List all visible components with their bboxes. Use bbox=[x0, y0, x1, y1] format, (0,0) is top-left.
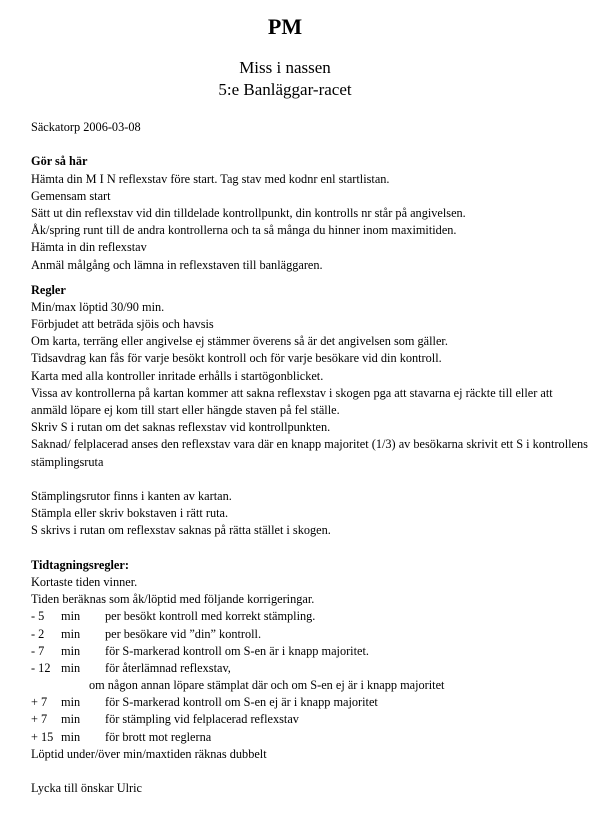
rule-line: Skriv S i rutan om det saknas reflexstav vid kontrollpunkten. bbox=[31, 420, 331, 435]
timing-text: för S-markerad kontroll om S-en ej är i knapp majoritet bbox=[105, 695, 378, 710]
instruction-line: Hämta in din reflexstav bbox=[31, 240, 147, 255]
timing-row bbox=[31, 626, 591, 643]
document-subtitle-2: 5:e Banläggar-racet bbox=[218, 80, 352, 99]
timing-row bbox=[31, 643, 591, 660]
document-subtitle-1: Miss i nassen bbox=[239, 58, 331, 77]
rule-line: Om karta, terräng eller angivelse ej stämmer överens så är det angivelsen som gäller. bbox=[31, 334, 448, 349]
closing-line: Lycka till önskar Ulric bbox=[31, 781, 142, 796]
timing-text: per besökare vid ”din” kontroll. bbox=[105, 626, 262, 641]
timing-amount: + 7 bbox=[31, 712, 48, 727]
rule-line: Förbjudet att beträda sjöis och havsis bbox=[31, 317, 214, 332]
place-date: Säckatorp 2006-03-08 bbox=[31, 120, 141, 134]
timing-amount: - 5 bbox=[31, 609, 45, 624]
section-heading-rules: Regler bbox=[31, 282, 66, 297]
section-heading-timing: Tidtagningsregler: bbox=[31, 557, 129, 572]
timing-amount: + 15 bbox=[31, 729, 54, 744]
timing-row bbox=[31, 729, 591, 746]
rule-line: Stämpla eller skriv bokstaven i rätt ruta. bbox=[31, 506, 229, 521]
timing-amount: - 2 bbox=[31, 626, 45, 641]
timing-unit: min bbox=[61, 609, 81, 624]
rule-line: Min/max löptid 30/90 min. bbox=[31, 299, 165, 314]
timing-text: för S-markerad kontroll om S-en är i knapp majoritet. bbox=[105, 643, 369, 658]
timing-line: Tiden beräknas som åk/löptid med följande korrigeringar. bbox=[31, 592, 315, 607]
rule-line: Tidsavdrag kan fås för varje besökt kontroll och för varje besökare vid din kontroll. bbox=[31, 351, 442, 366]
document-body bbox=[31, 119, 591, 797]
timing-amount: + 7 bbox=[31, 695, 48, 710]
timing-unit: min bbox=[61, 660, 81, 675]
instruction-line: Åk/spring runt till de andra kontrollerna och ta så många du hinner inom maximitiden. bbox=[31, 223, 457, 238]
timing-unit: min bbox=[61, 626, 81, 641]
rule-line: Saknad/ felplacerad anses den reflexstav vara där en knapp majoritet (1/3) av besökarna skrivit ett S i kontrollens stämplingsruta bbox=[31, 437, 588, 469]
timing-unit: min bbox=[61, 729, 81, 744]
timing-text: för stämpling vid felplacerad reflexstav bbox=[105, 712, 299, 727]
timing-text: per besökt kontroll med korrekt stämpling. bbox=[105, 609, 316, 624]
instruction-line: Hämta din M I N reflexstav före start. Tag stav med kodnr enl startlistan. bbox=[31, 171, 390, 186]
timing-row bbox=[31, 711, 591, 728]
timing-row bbox=[31, 608, 591, 625]
timing-text: för brott mot reglerna bbox=[105, 729, 212, 744]
timing-text: för återlämnad reflexstav, bbox=[105, 660, 231, 675]
document-title: PM bbox=[267, 14, 303, 39]
rule-line: S skrivs i rutan om reflexstav saknas på rätta stället i skogen. bbox=[31, 523, 331, 538]
rule-line: Vissa av kontrollerna på kartan kommer att sakna reflexstav i skogen pga att stavarna ej räckte till eller att anmäld löpare ej kom till start eller hängde staven på fel ställe. bbox=[31, 385, 553, 418]
timing-unit: min bbox=[61, 643, 81, 658]
timing-continuation: om någon annan löpare stämplat där och om S-en ej är i knapp majoritet bbox=[89, 678, 445, 693]
timing-amount: - 12 bbox=[31, 660, 51, 675]
timing-line: Löptid under/över min/maxtiden räknas dubbelt bbox=[31, 746, 267, 761]
timing-unit: min bbox=[61, 695, 81, 710]
timing-line: Kortaste tiden vinner. bbox=[31, 574, 138, 589]
rule-line: Stämplingsrutor finns i kanten av kartan. bbox=[31, 489, 232, 503]
timing-row bbox=[31, 694, 591, 711]
rule-line: Karta med alla kontroller inritade erhålls i startögonblicket. bbox=[31, 368, 324, 383]
timing-unit: min bbox=[61, 712, 81, 727]
instruction-line: Anmäl målgång och lämna in reflexstaven till banläggaren. bbox=[31, 257, 323, 272]
instruction-line: Sätt ut din reflexstav vid din tilldelade kontrollpunkt, din kontrolls nr står på angivelsen. bbox=[31, 205, 466, 220]
instruction-line: Gemensam start bbox=[31, 188, 111, 203]
timing-amount: - 7 bbox=[31, 643, 45, 658]
section-heading-instructions: Gör så här bbox=[31, 154, 88, 169]
timing-row bbox=[31, 660, 591, 677]
